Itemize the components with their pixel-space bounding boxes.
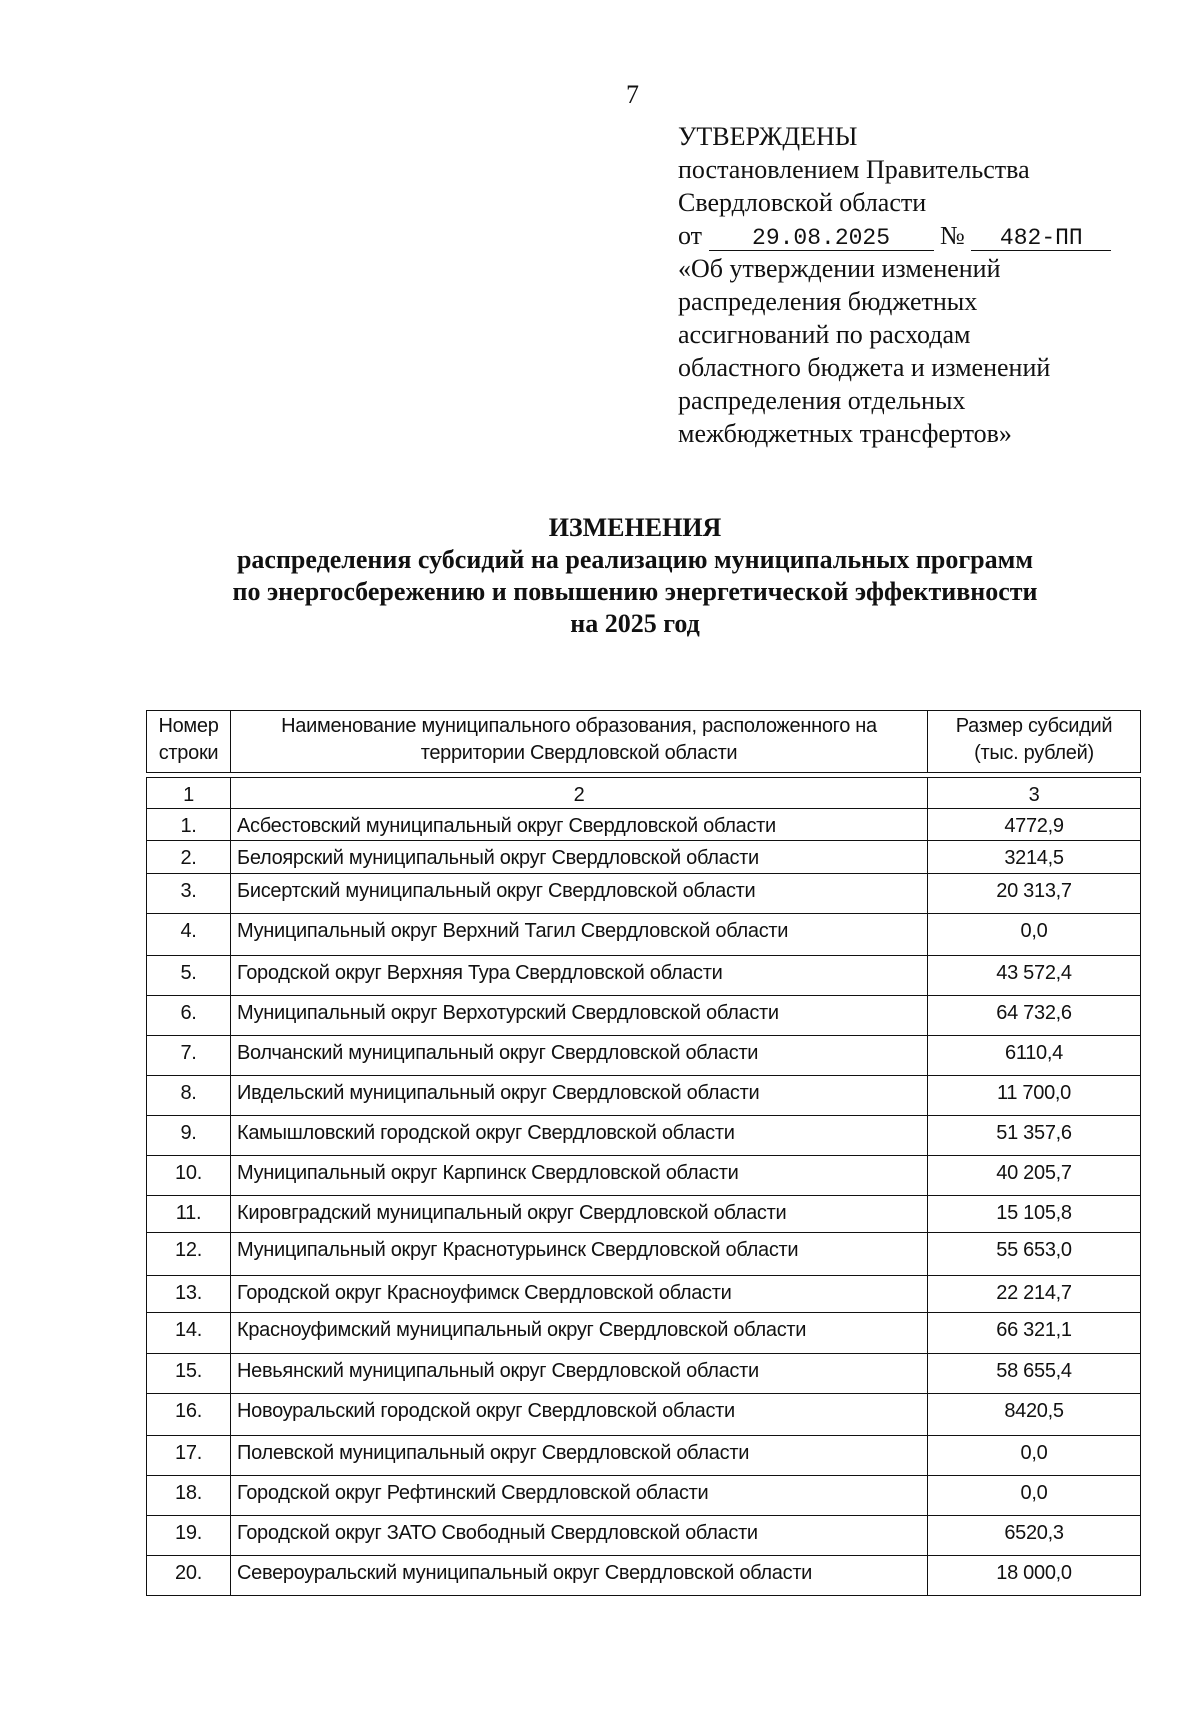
subsidy-amount: 8420,5 [928, 1394, 1141, 1436]
header-subsidy: Размер субсидий (тыс. рублей) [928, 711, 1141, 773]
municipality-name: Камышловский городской округ Свердловской области [231, 1116, 928, 1156]
approval-heading: УТВЕРЖДЕНЫ [678, 122, 858, 151]
row-number: 15. [147, 1354, 231, 1394]
table-row [147, 1516, 1141, 1556]
municipality-name: Городской округ Красноуфимск Свердловской области [231, 1276, 928, 1313]
subsidy-amount: 18 000,0 [928, 1556, 1141, 1596]
subsidy-amount: 0,0 [928, 1436, 1141, 1476]
municipality-name: Красноуфимский муниципальный округ Свердловской области [231, 1313, 928, 1354]
municipality-name: Городской округ Верхняя Тура Свердловской области [231, 956, 928, 996]
table-row [147, 996, 1141, 1036]
approval-title-line: ассигнований по расходам [678, 320, 971, 349]
table-row [147, 1196, 1141, 1233]
approval-block [678, 120, 1111, 450]
municipality-name: Ивдельский муниципальный округ Свердловской области [231, 1076, 928, 1116]
row-number: 19. [147, 1516, 231, 1556]
table-row [147, 1313, 1141, 1354]
row-number: 10. [147, 1156, 231, 1196]
row-number: 18. [147, 1476, 231, 1516]
table-row [147, 1476, 1141, 1516]
row-number: 6. [147, 996, 231, 1036]
municipality-name: Муниципальный округ Верхотурский Свердловской области [231, 996, 928, 1036]
table-row [147, 874, 1141, 914]
municipality-name: Муниципальный округ Краснотурьинск Свердловской области [231, 1233, 928, 1276]
municipality-name: Невьянский муниципальный округ Свердловской области [231, 1354, 928, 1394]
page-number: 7 [626, 80, 639, 109]
subsidy-amount: 55 653,0 [928, 1233, 1141, 1276]
subsidy-amount: 6520,3 [928, 1516, 1141, 1556]
approval-date-line [678, 219, 1111, 252]
column-number: 1 [147, 778, 231, 809]
table-row [147, 809, 1141, 841]
subsidy-amount: 58 655,4 [928, 1354, 1141, 1394]
subsidy-amount: 0,0 [928, 1476, 1141, 1516]
table-row [147, 1156, 1141, 1196]
subsidy-amount: 64 732,6 [928, 996, 1141, 1036]
document-title-line: на 2025 год [570, 609, 700, 638]
subsidy-amount: 20 313,7 [928, 874, 1141, 914]
approval-title-line: областного бюджета и изменений [678, 353, 1051, 382]
approval-line: постановлением Правительства [678, 155, 1030, 184]
header-row-number: Номер строки [147, 711, 231, 773]
row-number: 11. [147, 1196, 231, 1233]
document-title-line: распределения субсидий на реализацию муниципальных программ [236, 545, 1034, 574]
approval-title-line: распределения отдельных [678, 386, 966, 415]
municipality-name: Белоярский муниципальный округ Свердловской области [231, 841, 928, 874]
row-number: 3. [147, 874, 231, 914]
municipality-name: Бисертский муниципальный округ Свердловской области [231, 874, 928, 914]
table-row [147, 914, 1141, 956]
subsidy-amount: 4772,9 [928, 809, 1141, 841]
table-row [147, 1556, 1141, 1596]
municipality-name: Кировградский муниципальный округ Свердловской области [231, 1196, 928, 1233]
table-row [147, 1354, 1141, 1394]
table-row [147, 1436, 1141, 1476]
number-prefix: № [940, 221, 965, 250]
row-number: 8. [147, 1076, 231, 1116]
approval-number: 482-ПП [971, 226, 1111, 251]
row-number: 1. [147, 809, 231, 841]
approval-date: 29.08.2025 [709, 226, 934, 251]
column-number: 2 [231, 778, 928, 809]
table-row [147, 1394, 1141, 1436]
document-title-heading: ИЗМЕНЕНИЯ [548, 513, 722, 542]
municipality-name: Городской округ Рефтинский Свердловской области [231, 1476, 928, 1516]
header-municipality: Наименование муниципального образования, расположенного на территории Свердловской области [231, 711, 928, 773]
municipality-name: Волчанский муниципальный округ Свердловской области [231, 1036, 928, 1076]
subsidy-amount: 0,0 [928, 914, 1141, 956]
row-number: 2. [147, 841, 231, 874]
document-title [0, 512, 1200, 640]
approval-title-line: распределения бюджетных [678, 287, 978, 316]
row-number: 5. [147, 956, 231, 996]
row-number: 9. [147, 1116, 231, 1156]
subsidy-amount: 40 205,7 [928, 1156, 1141, 1196]
subsidy-amount: 22 214,7 [928, 1276, 1141, 1313]
table-row [147, 1036, 1141, 1076]
municipality-name: Муниципальный округ Карпинск Свердловской области [231, 1156, 928, 1196]
table-row [147, 1116, 1141, 1156]
subsidy-amount: 66 321,1 [928, 1313, 1141, 1354]
row-number: 16. [147, 1394, 231, 1436]
approval-title-line: «Об утверждении изменений [678, 254, 1001, 283]
municipality-name: Североуральский муниципальный округ Свердловской области [231, 1556, 928, 1596]
date-prefix: от [678, 221, 703, 250]
subsidy-table [146, 777, 1141, 1596]
document-title-line: по энергосбережению и повышению энергетической эффективности [232, 577, 1038, 606]
row-number: 4. [147, 914, 231, 956]
table-row [147, 1076, 1141, 1116]
table-header [146, 710, 1141, 773]
column-number-row [147, 778, 1141, 809]
subsidy-amount: 6110,4 [928, 1036, 1141, 1076]
municipality-name: Городской округ ЗАТО Свободный Свердловской области [231, 1516, 928, 1556]
municipality-name: Полевской муниципальный округ Свердловской области [231, 1436, 928, 1476]
table-row [147, 1233, 1141, 1276]
row-number: 13. [147, 1276, 231, 1313]
row-number: 7. [147, 1036, 231, 1076]
municipality-name: Асбестовский муниципальный округ Свердловской области [231, 809, 928, 841]
column-number: 3 [928, 778, 1141, 809]
approval-title-line: межбюджетных трансфертов» [678, 419, 1012, 448]
row-number: 12. [147, 1233, 231, 1276]
table-row [147, 841, 1141, 874]
subsidy-amount: 43 572,4 [928, 956, 1141, 996]
row-number: 20. [147, 1556, 231, 1596]
subsidy-amount: 3214,5 [928, 841, 1141, 874]
municipality-name: Новоуральский городской округ Свердловской области [231, 1394, 928, 1436]
table-row [147, 956, 1141, 996]
row-number: 14. [147, 1313, 231, 1354]
subsidy-amount: 15 105,8 [928, 1196, 1141, 1233]
subsidy-amount: 11 700,0 [928, 1076, 1141, 1116]
approval-title [678, 252, 1111, 450]
municipality-name: Муниципальный округ Верхний Тагил Свердловской области [231, 914, 928, 956]
row-number: 17. [147, 1436, 231, 1476]
subsidy-amount: 51 357,6 [928, 1116, 1141, 1156]
approval-line: Свердловской области [678, 188, 927, 217]
table-row [147, 1276, 1141, 1313]
